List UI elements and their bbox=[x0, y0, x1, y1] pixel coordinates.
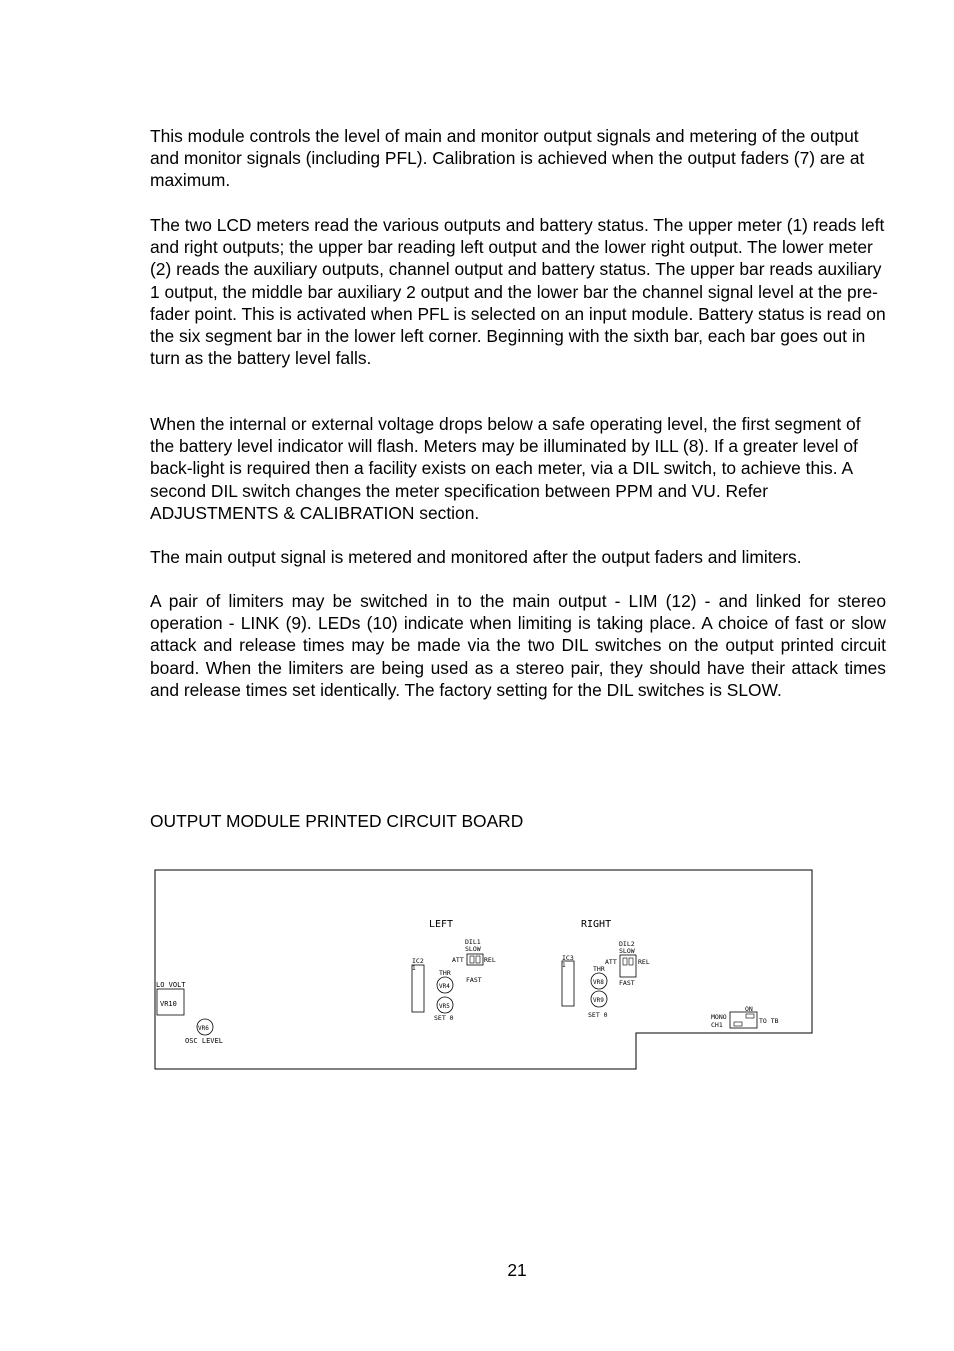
dil2-switch bbox=[620, 955, 636, 977]
pcb-outline bbox=[155, 870, 812, 1069]
paragraph-lcd-meters: The two LCD meters read the various outputs and battery status. The upper meter (1) reads left and right outputs; the upper bar reading left output and the lower right output. The lower meter (2) reads the auxiliary outputs, channel output and battery status. The upper bar reads auxiliary 1 output, the middle bar auxiliary 2 output and the lower bar the channel signal level at the pre-fader point. This is activated when PFL is selected on an input module. Battery status is read on the six segment bar in the lower left corner. Beginning with the sixth bar, each bar goes out in turn as the battery level falls. bbox=[150, 215, 886, 369]
ic3-label: IC3 bbox=[562, 954, 574, 962]
paragraph-battery-warning: When the internal or external voltage drops below a safe operating level, the first segment of the battery level indicator will flash. Meters may be illuminated by ILL (8). If a greater level of back-light is required then a facility exists on each meter, via a DIL switch, to achieve this. A second DIL switch changes the meter specification between PPM and VU. Refer ADJUSTMENTS & CALIBRATION section. bbox=[150, 414, 861, 523]
vr5-label: VR5 bbox=[439, 1003, 450, 1010]
dil1-rel-label: REL bbox=[484, 956, 496, 964]
dil1-switch bbox=[467, 954, 483, 965]
dil2-rel-label: REL bbox=[638, 958, 650, 966]
dil1-slow-label: SLOW bbox=[465, 945, 481, 953]
page-number: 21 bbox=[507, 1260, 527, 1280]
pcb-diagram bbox=[153, 868, 815, 1073]
dil1-att-label: ATT bbox=[452, 956, 464, 964]
ic2-pin1-label: 1 bbox=[412, 965, 416, 972]
paragraph-main-output: The main output signal is metered and monitored after the output faders and limiters. bbox=[150, 547, 802, 567]
on-label: ON bbox=[745, 1005, 753, 1013]
dil2-label: DIL2 bbox=[619, 940, 635, 948]
mono-label: MONO bbox=[711, 1013, 727, 1021]
vr9-label: VR9 bbox=[593, 997, 604, 1004]
to-tb-label: TO TB bbox=[759, 1017, 779, 1025]
ic2-label: IC2 bbox=[412, 957, 424, 965]
right-label: RIGHT bbox=[581, 919, 612, 930]
ic3-pin1-label: 1 bbox=[562, 962, 566, 969]
vr8-label: VR8 bbox=[593, 979, 604, 986]
left-label: LEFT bbox=[429, 919, 454, 930]
lo-volt-label: LO VOLT bbox=[156, 981, 186, 989]
ch1-label: CH1 bbox=[711, 1021, 723, 1029]
dil2-fast-label: FAST bbox=[619, 979, 635, 987]
pcb-section-title: OUTPUT MODULE PRINTED CIRCUIT BOARD bbox=[150, 811, 524, 831]
right-set0-label: SET 0 bbox=[588, 1011, 608, 1019]
vr10-label: VR10 bbox=[160, 1000, 177, 1008]
paragraph-module-overview: This module controls the level of main and monitor output signals and metering of the output and monitor signals (including PFL). Calibration is achieved when the output faders (7) are at maximum. bbox=[150, 126, 865, 191]
osc-level-label: OSC LEVEL bbox=[185, 1037, 223, 1045]
dil2-slow-label: SLOW bbox=[619, 947, 635, 955]
ic2-chip bbox=[412, 965, 424, 1012]
left-thr-label: THR bbox=[439, 969, 451, 977]
paragraph-limiters: A pair of limiters may be switched in to the main output - LIM (12) - and linked for stereo operation - LINK (9). LEDs (10) indicate when limiting is taking place. A choice of fast or slow attack and release times may be made via the two DIL switches on the output printed circuit board. When the limiters are being used as a stereo pair, they should have their attack times and release times set identically. The factory setting for the DIL switches is SLOW. bbox=[150, 591, 886, 700]
left-set0-label: SET 0 bbox=[434, 1014, 454, 1022]
dil1-label: DIL1 bbox=[465, 938, 481, 946]
dil1-fast-label: FAST bbox=[466, 976, 482, 984]
vr4-label: VR4 bbox=[439, 983, 450, 990]
vr6-label: VR6 bbox=[198, 1025, 209, 1032]
right-thr-label: THR bbox=[593, 965, 605, 973]
dil2-att-label: ATT bbox=[605, 958, 617, 966]
